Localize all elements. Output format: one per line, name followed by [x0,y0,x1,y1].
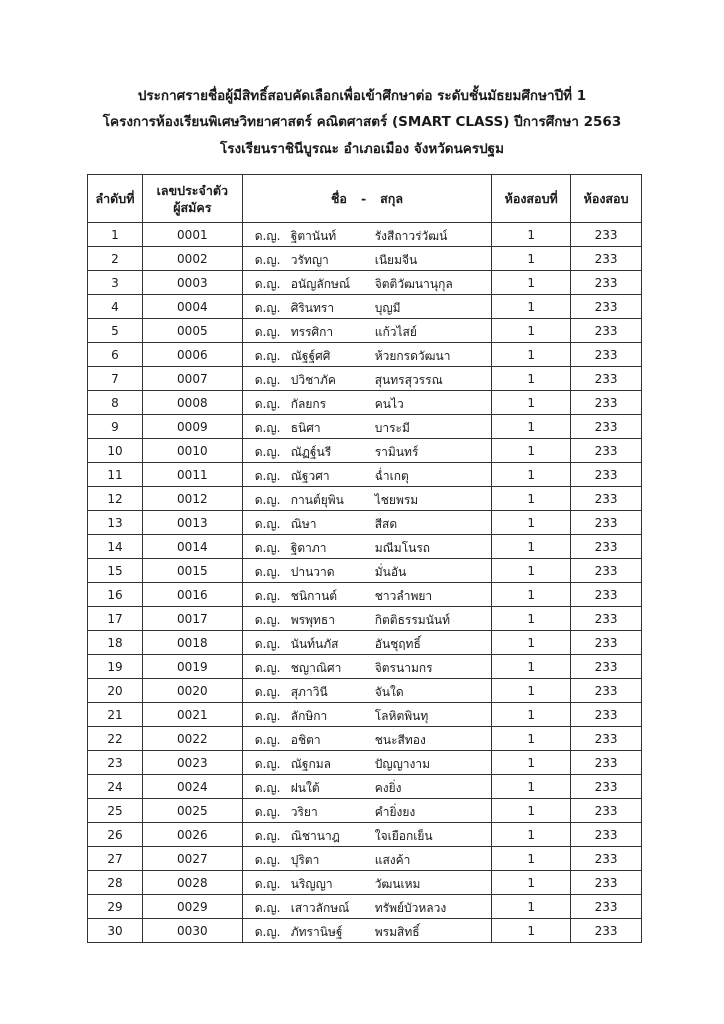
cell-exam-room: 233 [571,295,642,319]
cell-surname: รามินทร์ [374,445,419,459]
cell-applicant-id: 0018 [142,631,242,655]
cell-applicant-id: 0004 [142,295,242,319]
table-row [88,727,642,751]
cell-exam-group: 1 [492,511,571,535]
cell-exam-group: 1 [492,919,571,943]
cell-title: ด.ญ. [254,781,281,795]
header-name [242,175,492,223]
cell-title: ด.ญ. [254,805,281,819]
cell-applicant-id: 0003 [142,271,242,295]
cell-order: 26 [88,823,143,847]
cell-title: ด.ญ. [254,493,281,507]
cell-order: 22 [88,727,143,751]
cell-first-name: อชิตา [290,733,321,747]
cell-full-name [242,751,492,775]
cell-full-name [242,487,492,511]
cell-full-name [242,703,492,727]
cell-order: 4 [88,295,143,319]
cell-surname: จันใด [374,685,404,699]
cell-first-name: พรพุทธา [290,613,335,627]
cell-full-name [242,439,492,463]
cell-first-name: นริญญา [290,877,333,891]
table-row [88,439,642,463]
cell-applicant-id: 0015 [142,559,242,583]
cell-surname: ห้วยกรดวัฒนา [374,349,451,363]
cell-exam-room: 233 [571,535,642,559]
cell-first-name: ปวิชาภัค [290,373,336,387]
cell-exam-room: 233 [571,487,642,511]
cell-surname: ปัญญางาม [374,757,431,771]
table-row [88,343,642,367]
cell-applicant-id: 0024 [142,775,242,799]
table-row [88,295,642,319]
cell-exam-room: 233 [571,463,642,487]
cell-applicant-id: 0005 [142,319,242,343]
cell-exam-room: 233 [571,343,642,367]
cell-first-name: เสาวลักษณ์ [290,901,350,915]
cell-full-name [242,823,492,847]
cell-applicant-id: 0027 [142,847,242,871]
cell-surname: พรมสิทธิ์ [374,925,420,939]
cell-title: ด.ญ. [254,565,281,579]
cell-exam-room: 233 [571,607,642,631]
cell-exam-room: 233 [571,631,642,655]
cell-order: 10 [88,439,143,463]
cell-first-name: นันท์นภัส [290,637,339,651]
cell-exam-room: 233 [571,655,642,679]
cell-exam-room: 233 [571,247,642,271]
cell-first-name: ณัฐวศา [290,469,330,483]
cell-exam-room: 233 [571,751,642,775]
cell-full-name [242,607,492,631]
cell-exam-room: 233 [571,511,642,535]
cell-first-name: สุภาวินี [290,685,328,699]
cell-applicant-id: 0011 [142,463,242,487]
cell-applicant-id: 0029 [142,895,242,919]
cell-exam-group: 1 [492,343,571,367]
cell-surname: ฉ่ำเกตุ [374,469,409,483]
table-row [88,415,642,439]
cell-title: ด.ญ. [254,229,281,243]
cell-surname: สีสด [374,517,398,531]
school-location: โรงเรียนราชินีบูรณะ อำเภอเมือง จังหวัดนครปฐม [219,141,504,157]
cell-exam-group: 1 [492,655,571,679]
cell-order: 9 [88,415,143,439]
cell-exam-room: 233 [571,679,642,703]
cell-exam-group: 1 [492,487,571,511]
table-row [88,655,642,679]
cell-applicant-id: 0028 [142,871,242,895]
cell-exam-group: 1 [492,799,571,823]
table-row [88,751,642,775]
cell-surname: มั่นอัน [374,565,407,579]
table-row [88,679,642,703]
cell-exam-room: 233 [571,823,642,847]
cell-applicant-id: 0007 [142,367,242,391]
table-row [88,271,642,295]
cell-full-name [242,295,492,319]
cell-title: ด.ญ. [254,373,281,387]
cell-title: ด.ญ. [254,301,281,315]
table-row [88,463,642,487]
cell-first-name: ฐิตานันท์ [290,229,337,243]
cell-first-name: ปานวาด [290,565,335,579]
cell-title: ด.ญ. [254,541,281,555]
cell-exam-room: 233 [571,727,642,751]
cell-applicant-id: 0020 [142,679,242,703]
cell-full-name [242,895,492,919]
cell-title: ด.ญ. [254,349,281,363]
cell-exam-group: 1 [492,415,571,439]
cell-title: ด.ญ. [254,661,281,675]
cell-exam-group: 1 [492,847,571,871]
cell-title: ด.ญ. [254,445,281,459]
cell-exam-room: 233 [571,583,642,607]
cell-first-name: ปุริตา [290,853,320,867]
table-row [88,871,642,895]
cell-order: 2 [88,247,143,271]
cell-exam-room: 233 [571,799,642,823]
cell-exam-group: 1 [492,871,571,895]
cell-full-name [242,319,492,343]
cell-first-name: ณิชานาฎ [290,829,340,843]
cell-order: 20 [88,679,143,703]
cell-first-name: ชนิกานต์ [290,589,338,603]
applicant-table [87,174,642,943]
cell-order: 14 [88,535,143,559]
cell-order: 24 [88,775,143,799]
cell-exam-group: 1 [492,775,571,799]
cell-exam-group: 1 [492,439,571,463]
cell-surname: คำยิ่งยง [374,805,416,819]
cell-order: 16 [88,583,143,607]
cell-full-name [242,391,492,415]
cell-exam-group: 1 [492,367,571,391]
cell-applicant-id: 0016 [142,583,242,607]
cell-full-name [242,631,492,655]
cell-order: 23 [88,751,143,775]
cell-full-name [242,559,492,583]
cell-full-name [242,247,492,271]
cell-exam-room: 233 [571,367,642,391]
cell-order: 7 [88,367,143,391]
table-row [88,823,642,847]
cell-title: ด.ญ. [254,877,281,891]
cell-first-name: ณัฏฐ์นรี [290,445,332,459]
cell-first-name: ลักษิกา [290,709,328,723]
cell-surname: จิตรนามกร [374,661,433,675]
cell-exam-group: 1 [492,223,571,247]
cell-title: ด.ญ. [254,853,281,867]
cell-title: ด.ญ. [254,421,281,435]
cell-surname: รังสีถาวร่วัฒน์ [374,229,448,243]
cell-full-name [242,583,492,607]
cell-full-name [242,511,492,535]
cell-exam-group: 1 [492,559,571,583]
header-exam-room: ห้องสอบ [571,175,642,223]
cell-title: ด.ญ. [254,637,281,651]
table-row [88,319,642,343]
table-row [88,919,642,943]
cell-title: ด.ญ. [254,277,281,291]
cell-exam-group: 1 [492,631,571,655]
table-row [88,535,642,559]
table-row [88,583,642,607]
cell-title: ด.ญ. [254,757,281,771]
cell-applicant-id: 0014 [142,535,242,559]
cell-title: ด.ญ. [254,685,281,699]
cell-order: 19 [88,655,143,679]
cell-full-name [242,271,492,295]
cell-applicant-id: 0013 [142,511,242,535]
cell-first-name: ภัทรานิษฐ์ [290,925,343,939]
cell-exam-group: 1 [492,895,571,919]
cell-order: 1 [88,223,143,247]
cell-exam-room: 233 [571,847,642,871]
cell-order: 21 [88,703,143,727]
cell-order: 15 [88,559,143,583]
cell-applicant-id: 0025 [142,799,242,823]
header-order: ลำดับที่ [88,175,143,223]
cell-first-name: ณิษา [290,517,317,531]
cell-first-name: กานต์ยุพิน [290,493,344,507]
cell-applicant-id: 0030 [142,919,242,943]
cell-surname: บุญมี [374,301,401,315]
cell-first-name: วรัทญา [290,253,329,267]
cell-exam-group: 1 [492,391,571,415]
cell-first-name: อนัญลักษณ์ [290,277,351,291]
cell-applicant-id: 0023 [142,751,242,775]
cell-full-name [242,799,492,823]
cell-title: ด.ญ. [254,253,281,267]
header-dash: - [360,191,367,206]
table-row [88,559,642,583]
cell-surname: จิตติวัฒนานุกุล [374,277,453,291]
cell-order: 17 [88,607,143,631]
cell-full-name [242,367,492,391]
cell-surname: สุนทรสุวรรณ [374,373,443,387]
table-row [88,607,642,631]
cell-surname: วัฒนเหม [374,877,421,891]
table-row [88,895,642,919]
cell-full-name [242,343,492,367]
cell-exam-room: 233 [571,319,642,343]
cell-full-name [242,535,492,559]
header-first-name: ชื่อ [330,191,347,206]
cell-title: ด.ญ. [254,517,281,531]
cell-exam-group: 1 [492,463,571,487]
header-surname: สกุล [380,191,404,206]
header-exam-group: ห้องสอบที่ [492,175,571,223]
cell-exam-group: 1 [492,535,571,559]
cell-exam-room: 233 [571,559,642,583]
cell-applicant-id: 0012 [142,487,242,511]
table-row [88,703,642,727]
cell-full-name [242,463,492,487]
cell-exam-group: 1 [492,679,571,703]
cell-first-name: วริยา [290,805,318,819]
cell-full-name [242,847,492,871]
cell-exam-group: 1 [492,295,571,319]
cell-exam-room: 233 [571,871,642,895]
cell-exam-room: 233 [571,919,642,943]
table-row [88,511,642,535]
cell-applicant-id: 0006 [142,343,242,367]
cell-title: ด.ญ. [254,589,281,603]
header-applicant-id [142,175,242,223]
cell-order: 30 [88,919,143,943]
cell-exam-room: 233 [571,415,642,439]
cell-surname: กิตติธรรมนันท์ [374,613,451,627]
cell-title: ด.ญ. [254,709,281,723]
cell-surname: ชาวลำพยา [374,589,433,603]
cell-applicant-id: 0008 [142,391,242,415]
program-title: โครงการห้องเรียนพิเศษวิทยาศาสตร์ คณิตศาสตร์ (SMART CLASS) ปีการศึกษา 2563 [102,114,622,130]
cell-order: 28 [88,871,143,895]
header-applicant-id-line1: เลขประจำตัว [156,182,228,198]
cell-exam-group: 1 [492,271,571,295]
cell-applicant-id: 0001 [142,223,242,247]
cell-first-name: ณัฐกมล [290,757,332,771]
cell-title: ด.ญ. [254,829,281,843]
cell-applicant-id: 0010 [142,439,242,463]
table-row [88,487,642,511]
cell-full-name [242,871,492,895]
cell-surname: แก้วไสย์ [374,325,417,339]
cell-first-name: ศิรินทรา [290,301,335,315]
cell-title: ด.ญ. [254,733,281,747]
cell-order: 12 [88,487,143,511]
cell-title: ด.ญ. [254,925,281,939]
cell-full-name [242,655,492,679]
cell-applicant-id: 0002 [142,247,242,271]
cell-exam-room: 233 [571,775,642,799]
cell-applicant-id: 0021 [142,703,242,727]
announcement-title: ประกาศรายชื่อผู้มีสิทธิ์สอบคัดเลือกเพื่อเข้าศึกษาต่อ ระดับชั้นมัธยมศึกษาปีที่ 1 [137,88,587,104]
cell-exam-group: 1 [492,583,571,607]
cell-surname: ไชยพรม [374,493,419,507]
table-row [88,775,642,799]
cell-exam-room: 233 [571,439,642,463]
table-body [88,223,642,943]
cell-surname: คนไว [374,397,404,411]
cell-first-name: ธนิศา [290,421,321,435]
cell-surname: โลหิตพินทุ [374,709,429,723]
table-row [88,799,642,823]
cell-exam-group: 1 [492,247,571,271]
cell-surname: เนียมจีน [374,253,418,267]
cell-exam-room: 233 [571,391,642,415]
cell-order: 18 [88,631,143,655]
cell-first-name: ณัฐฐ์ศศิ [290,349,331,363]
cell-applicant-id: 0022 [142,727,242,751]
cell-applicant-id: 0019 [142,655,242,679]
cell-surname: ใจเยือกเย็น [374,829,433,843]
cell-exam-room: 233 [571,271,642,295]
cell-surname: บาระมี [374,421,410,435]
cell-full-name [242,919,492,943]
cell-title: ด.ญ. [254,901,281,915]
cell-surname: มณีมโนรถ [374,541,431,555]
cell-order: 29 [88,895,143,919]
cell-exam-room: 233 [571,703,642,727]
cell-full-name [242,223,492,247]
cell-applicant-id: 0009 [142,415,242,439]
table-row [88,847,642,871]
cell-order: 25 [88,799,143,823]
cell-order: 13 [88,511,143,535]
table-header-row [88,175,642,223]
cell-surname: อันชุฤทธิ์ [374,637,421,651]
cell-title: ด.ญ. [254,613,281,627]
cell-applicant-id: 0017 [142,607,242,631]
cell-surname: แสงค้า [374,853,411,867]
cell-full-name [242,679,492,703]
cell-surname: ชนะสีทอง [374,733,426,747]
cell-full-name [242,727,492,751]
cell-applicant-id: 0026 [142,823,242,847]
cell-exam-group: 1 [492,607,571,631]
table-row [88,391,642,415]
cell-first-name: ฝนใต้ [290,781,320,795]
cell-order: 11 [88,463,143,487]
cell-full-name [242,415,492,439]
cell-first-name: กัลยกร [290,397,327,411]
cell-exam-group: 1 [492,751,571,775]
table-row [88,367,642,391]
cell-exam-room: 233 [571,895,642,919]
cell-full-name [242,775,492,799]
cell-exam-group: 1 [492,703,571,727]
cell-order: 8 [88,391,143,415]
cell-order: 5 [88,319,143,343]
cell-first-name: ชญาณิศา [290,661,342,675]
table-row [88,223,642,247]
cell-order: 27 [88,847,143,871]
cell-surname: ทรัพย์บัวหลวง [374,901,447,915]
table-row [88,631,642,655]
cell-title: ด.ญ. [254,397,281,411]
table-row [88,247,642,271]
cell-exam-group: 1 [492,727,571,751]
cell-exam-group: 1 [492,319,571,343]
cell-first-name: ทรรศิกา [290,325,334,339]
cell-first-name: ฐิดาภา [290,541,327,555]
cell-title: ด.ญ. [254,469,281,483]
cell-order: 6 [88,343,143,367]
cell-title: ด.ญ. [254,325,281,339]
header-applicant-id-line2: ผู้สมัคร [173,199,212,215]
cell-order: 3 [88,271,143,295]
cell-exam-group: 1 [492,823,571,847]
cell-surname: คงยิ่ง [374,781,402,795]
cell-exam-room: 233 [571,223,642,247]
